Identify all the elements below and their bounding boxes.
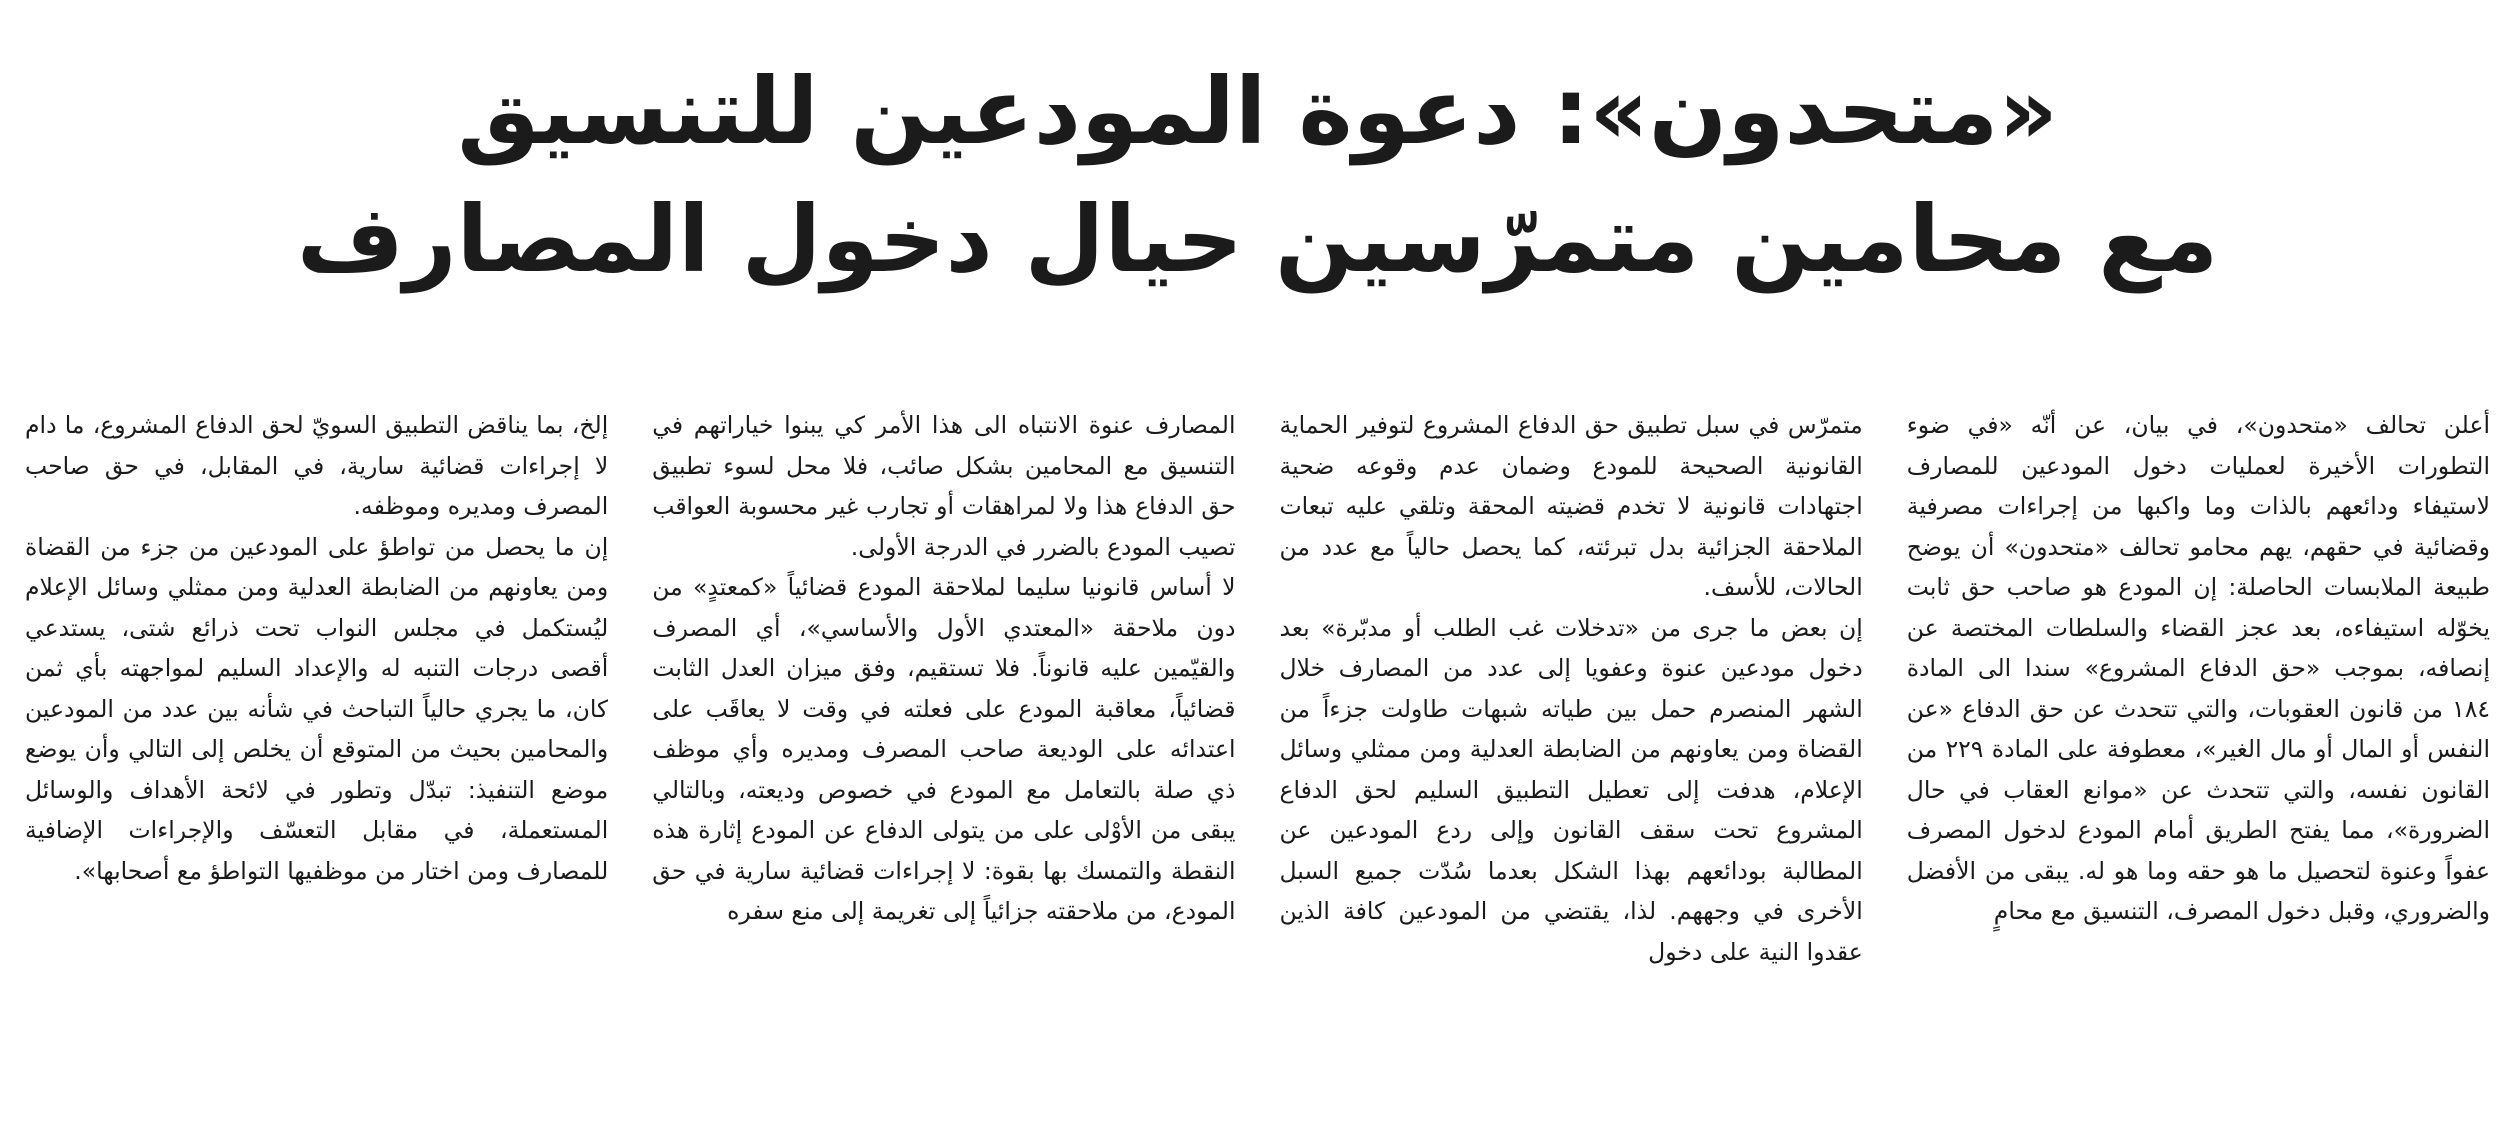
column-4-paragraph-1: إلخ، بما يناقض التطبيق السويّ لحق الدفاع المشروع، ما دام لا إجراءات قضائية سارية، في المقابل، في حق صاحب المصرف ومديره وموظفه. (25, 411, 609, 520)
article-headline (240, 48, 2275, 304)
column-2-paragraph-2: إن بعض ما جرى من «تدخلات غب الطلب أو مدبّرة» بعد دخول مودعين عنوة وعفويا إلى عدد من المصارف خلال الشهر المنصرم حمل بين طياته شبهات طاولت جزءاً من القضاة ومن يعاونهم من الضابطة العدلية ومن ممثلي وسائل الإعلام، هدفت إلى تعطيل التطبيق السليم لحق الدفاع المشروع تحت سقف القانون وإلى ردع المودعين عن المطالبة بودائعهم بهذا الشكل بعدما سُدّت جميع السبل الأخرى في وجههم. لذا، يقتضي من المودعين كافة الذين عقدوا النية على دخول (1279, 613, 1863, 966)
column-1-paragraph-1: أعلن تحالف «متحدون»، في بيان، عن أنّه «في ضوء التطورات الأخيرة لعمليات دخول المودعين للمصارف لاستيفاء ودائعهم بالذات وما واكبها من إجراءات مصرفية وقضائية في حقهم، يهم محامو تحالف «متحدون» أن يوضح طبيعة الملابسات الحاصلة: إن المودع هو صاحب حق ثابت يخوّله استيفاءه، بعد عجز القضاء والسلطات المختصة عن إنصافه، بموجب «حق الدفاع المشروع» سندا الى المادة ١٨٤ من قانون العقوبات، والتي تتحدث عن حق الدفاع «عن النفس أو المال أو مال الغير»، معطوفة على المادة ٢٢٩ من القانون نفسه، والتي تتحدث عن «موانع العقاب في حال الضرورة»، مما يفتح الطريق أمام المودع لدخول المصرف عفواً وعنوة لتحصيل ما هو حقه وما هو له. يبقى من الأفضل والضروري، وقبل دخول المصرف، التنسيق مع محامٍ (1906, 411, 2490, 925)
article-column-2 (1280, 405, 1863, 1125)
headline-line-2: مع محامين متمرّسين حيال دخول المصارف (296, 186, 2219, 293)
article-column-1 (1907, 405, 2490, 1125)
column-2-paragraph-1: متمرّس في سبل تطبيق حق الدفاع المشروع لتوفير الحماية القانونية الصحيحة للمودع وضمان عدم وقوعه ضحية اجتهادات قانونية لا تخدم قضيته المحقة وتلقي عليه تبعات الملاحقة الجزائية بدل تبرئته، كما يحصل حالياً مع عدد من الحالات، للأسف. (1279, 411, 1863, 601)
article-column-3 (652, 405, 1235, 1125)
column-3-paragraph-2: لا أساس قانونيا سليما لملاحقة المودع قضائياً «كمعتدٍ» من دون ملاحقة «المعتدي الأول والأساسي»، أي المصرف والقيّمين عليه قانوناً. فلا تستقيم، وفق ميزان العدل الثابت قضائياً، معاقبة المودع على فعلته في وقت لا يعاقَب على اعتدائه على الوديعة صاحب المصرف ومديره وأي موظف ذي صلة بالتعامل مع المودع في خصوص وديعته، وبالتالي يبقى من الأوْلى على من يتولى الدفاع عن المودع إثارة هذه النقطة والتمسك بها بقوة: لا إجراءات قضائية سارية في حق المودع، من ملاحقته جزائياً إلى تغريمة إلى منع سفره (652, 573, 1236, 925)
column-4-paragraph-2: إن ما يحصل من تواطؤ على المودعين من جزء من القضاة ومن يعاونهم من الضابطة العدلية ومن ممثلي وسائل الإعلام ليُستكمل في مجلس النواب تحت ذرائع شتى، يستدعي أقصى درجات التنبه له والإعداد السليم لمواجهته بأي ثمن كان، ما يجري حالياً التباحث في شأنه بين عدد من المودعين والمحامين بحيث من المتوقع أن يخلص إلى التالي وأن يوضع موضع التنفيذ: تبدّل وتطور في لائحة الأهداف والوسائل المستعملة، في مقابل التعسّف والإجراءات الإضافية للمصارف ومن اختار من موظفيها التواطؤ مع أصحابها». (25, 532, 609, 885)
column-3-paragraph-1: المصارف عنوة الانتباه الى هذا الأمر كي يبنوا خياراتهم في التنسيق مع المحامين بشكل صائب، فلا محل لسوء تطبيق حق الدفاع هذا ولا لمراهقات أو تجارب غير محسوبة العواقب تصيب المودع بالضرر في الدرجة الأولى. (652, 411, 1236, 561)
article-body (25, 405, 2490, 1125)
article-column-4 (25, 405, 608, 1125)
headline-line-1: «متحدون»: دعوة المودعين للتنسيق (457, 58, 2058, 165)
